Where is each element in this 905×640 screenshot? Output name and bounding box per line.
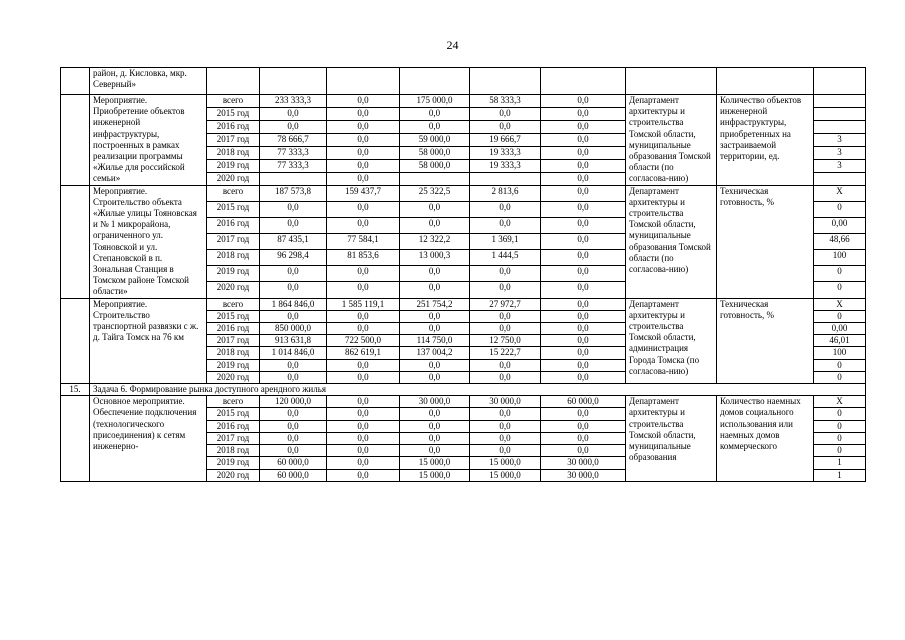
extra-cell: 0,0: [541, 359, 626, 371]
extra-cell: 0,0: [541, 146, 626, 159]
indicator-value-cell: X: [814, 298, 866, 310]
federal-cell: 159 437,7: [327, 185, 400, 201]
federal-cell: 0,0: [327, 159, 400, 172]
period-cell: 2017 год: [207, 335, 260, 347]
indicator-value-cell: 0: [814, 201, 866, 217]
local-cell: 0,0: [470, 266, 541, 282]
local-cell: 19 666,7: [470, 133, 541, 146]
extra-cell: 0,0: [541, 172, 626, 185]
total-cell: 187 573,8: [260, 185, 327, 201]
federal-cell: 0,0: [327, 469, 400, 481]
local-cell: 0,0: [470, 217, 541, 233]
regional-cell: 0,0: [400, 310, 470, 322]
local-cell: 0,0: [470, 432, 541, 444]
regional-cell: 251 754,2: [400, 298, 470, 310]
period-cell: 2019 год: [207, 159, 260, 172]
regional-cell: 0,0: [400, 201, 470, 217]
local-cell: 30 000,0: [470, 396, 541, 408]
local-cell: 1 369,1: [470, 234, 541, 250]
period-cell: 2020 год: [207, 469, 260, 481]
regional-cell: 0,0: [400, 445, 470, 457]
extra-cell: 0,0: [541, 120, 626, 133]
total-cell: 233 333,3: [260, 95, 327, 108]
federal-cell: 0,0: [327, 445, 400, 457]
regional-cell: 30 000,0: [400, 396, 470, 408]
extra-cell: 30 000,0: [541, 457, 626, 469]
local-cell: 2 813,6: [470, 185, 541, 201]
period-cell: 2015 год: [207, 310, 260, 322]
period-cell: 2019 год: [207, 359, 260, 371]
regional-cell: 0,0: [400, 408, 470, 420]
federal-cell: 0,0: [327, 310, 400, 322]
regional-cell: 12 322,2: [400, 234, 470, 250]
regional-cell: 25 322,5: [400, 185, 470, 201]
total-cell: 0,0: [260, 266, 327, 282]
total-cell: 0,0: [260, 217, 327, 233]
local-cell: 12 750,0: [470, 335, 541, 347]
regional-cell: 0,0: [400, 107, 470, 120]
activity-name-cell: Мероприятие. Строительство транспортной развязки с ж. д. Тайга Томск на 76 км: [90, 298, 207, 383]
extra-cell: 0,0: [541, 298, 626, 310]
indicator-value-cell: 100: [814, 250, 866, 266]
indicator-value-cell: 48,66: [814, 234, 866, 250]
total-cell: 0,0: [260, 432, 327, 444]
regional-cell: 0,0: [400, 323, 470, 335]
page-number: 24: [446, 38, 459, 52]
total-cell: 0,0: [260, 120, 327, 133]
extra-cell: 0,0: [541, 323, 626, 335]
indicator-value-cell: 0: [814, 310, 866, 322]
regional-cell: 15 000,0: [400, 469, 470, 481]
indicator-value-cell: 0: [814, 420, 866, 432]
indicator-value-cell: 1: [814, 457, 866, 469]
extra-cell: 0,0: [541, 217, 626, 233]
activity-name-cell: район, д. Кисловка, мкр. Северный»: [90, 68, 207, 95]
indicator-value-cell: 46,01: [814, 335, 866, 347]
federal-cell: 0,0: [327, 201, 400, 217]
total-cell: 1 864 846,0: [260, 298, 327, 310]
extra-cell: 0,0: [541, 335, 626, 347]
extra-cell: 0,0: [541, 159, 626, 172]
federal-cell: 81 853,6: [327, 250, 400, 266]
total-cell: 87 435,1: [260, 234, 327, 250]
period-cell: 2016 год: [207, 217, 260, 233]
period-cell: всего: [207, 95, 260, 108]
local-cell: 15 000,0: [470, 457, 541, 469]
local-cell: 1 444,5: [470, 250, 541, 266]
indicator-value-cell: 3: [814, 159, 866, 172]
total-cell: 0,0: [260, 371, 327, 383]
indicator-value-cell: X: [814, 396, 866, 408]
regional-cell: 114 750,0: [400, 335, 470, 347]
federal-cell: 0,0: [327, 133, 400, 146]
regional-cell: 58 000,0: [400, 159, 470, 172]
total-cell: 0,0: [260, 359, 327, 371]
executor-cell: Департамент архитектуры и строительства Томской области, муниципальные образования Томской области (по согласова-нию): [626, 95, 717, 186]
local-cell: 19 333,3: [470, 146, 541, 159]
extra-cell: 0,0: [541, 250, 626, 266]
indicator-cell: Техническая готовность, %: [717, 185, 814, 298]
total-cell: 0,0: [260, 201, 327, 217]
total-cell: 0,0: [260, 107, 327, 120]
indicator-value-cell: 0,00: [814, 323, 866, 335]
local-cell: 0,0: [470, 107, 541, 120]
extra-cell: 0,0: [541, 310, 626, 322]
indicator-cell: Количество объектов инженерной инфраструктуры, приобретенных на застраиваемой территории, ед.: [717, 95, 814, 186]
federal-cell: 0,0: [327, 95, 400, 108]
regional-cell: 0,0: [400, 120, 470, 133]
regional-cell: 0,0: [400, 432, 470, 444]
row-number-cell: [61, 68, 90, 95]
extra-cell: 0,0: [541, 347, 626, 359]
extra-cell: 0,0: [541, 266, 626, 282]
regional-cell: 13 000,3: [400, 250, 470, 266]
extra-cell: 0,0: [541, 445, 626, 457]
federal-cell: 0,0: [327, 371, 400, 383]
period-cell: 2019 год: [207, 457, 260, 469]
task-number: 15.: [61, 384, 90, 396]
indicator-cell: Техническая готовность, %: [717, 298, 814, 383]
local-cell: 0,0: [470, 408, 541, 420]
executor-cell: Департамент архитектуры и строительства Томской области, муниципальные образования Томской области (по согласова-нию): [626, 185, 717, 298]
period-cell: 2018 год: [207, 250, 260, 266]
indicator-value-cell: 100: [814, 347, 866, 359]
total-cell: 120 000,0: [260, 396, 327, 408]
federal-cell: 0,0: [327, 396, 400, 408]
indicator-value-cell: 0: [814, 445, 866, 457]
indicator-value-cell: [814, 107, 866, 120]
extra-cell: 0,0: [541, 185, 626, 201]
period-cell: 2016 год: [207, 323, 260, 335]
local-cell: 58 333,3: [470, 95, 541, 108]
row-number-cell: [61, 396, 90, 481]
indicator-value-cell: 0: [814, 408, 866, 420]
extra-cell: 0,0: [541, 201, 626, 217]
total-cell: 96 298,4: [260, 250, 327, 266]
extra-cell: 0,0: [541, 282, 626, 298]
extra-cell: 0,0: [541, 371, 626, 383]
extra-cell: 0,0: [541, 420, 626, 432]
table-row: [61, 68, 866, 95]
extra-cell: 0,0: [541, 234, 626, 250]
indicator-value-cell: X: [814, 185, 866, 201]
local-cell: [470, 172, 541, 185]
period-cell: 2015 год: [207, 107, 260, 120]
federal-cell: 0,0: [327, 408, 400, 420]
period-cell: 2017 год: [207, 432, 260, 444]
federal-cell: 722 500,0: [327, 335, 400, 347]
federal-cell: 0,0: [327, 266, 400, 282]
federal-cell: 0,0: [327, 457, 400, 469]
indicator-value-cell: [814, 172, 866, 185]
period-cell: 2019 год: [207, 266, 260, 282]
period-cell: 2016 год: [207, 420, 260, 432]
indicator-value-cell: 0: [814, 359, 866, 371]
extra-cell: 0,0: [541, 408, 626, 420]
activity-name-cell: Основное мероприятие. Обеспечение подключения (технологического присоединения) к сетям инженерно-: [90, 396, 207, 481]
total-cell: 0,0: [260, 420, 327, 432]
executor-cell: Департамент архитектуры и строительства Томской области, муниципальные образования: [626, 396, 717, 481]
regional-cell: 175 000,0: [400, 95, 470, 108]
regional-cell: 0,0: [400, 371, 470, 383]
period-cell: 2017 год: [207, 133, 260, 146]
indicator-value-cell: 0: [814, 282, 866, 298]
total-cell: 1 014 846,0: [260, 347, 327, 359]
regional-cell: 58 000,0: [400, 146, 470, 159]
period-cell: 2015 год: [207, 201, 260, 217]
local-cell: 19 333,3: [470, 159, 541, 172]
period-cell: 2016 год: [207, 120, 260, 133]
federal-cell: 0,0: [327, 323, 400, 335]
local-cell: 0,0: [470, 359, 541, 371]
task-row: [61, 384, 866, 396]
regional-cell: 59 000,0: [400, 133, 470, 146]
extra-cell: 30 000,0: [541, 469, 626, 481]
row-number-cell: [61, 95, 90, 186]
total-cell: 78 666,7: [260, 133, 327, 146]
activity-name-cell: Мероприятие. Строительство объекта «Жилые улицы Тояновская и № 1 микрорайона, ограниченного ул. Тояновской и ул. Степановской в п. Зональная Станция в Томском районе Томской области»: [90, 185, 207, 298]
federal-cell: 77 584,1: [327, 234, 400, 250]
federal-cell: 0,0: [327, 146, 400, 159]
extra-cell: 0,0: [541, 95, 626, 108]
federal-cell: 0,0: [327, 120, 400, 133]
extra-cell: 0,0: [541, 432, 626, 444]
row-number-cell: [61, 185, 90, 298]
regional-cell: 0,0: [400, 420, 470, 432]
federal-cell: 1 585 119,1: [327, 298, 400, 310]
total-cell: 0,0: [260, 310, 327, 322]
local-cell: 0,0: [470, 371, 541, 383]
period-cell: 2020 год: [207, 282, 260, 298]
period-cell: 2018 год: [207, 347, 260, 359]
period-cell: всего: [207, 396, 260, 408]
regional-cell: 15 000,0: [400, 457, 470, 469]
indicator-value-cell: 3: [814, 133, 866, 146]
indicator-cell: Количество наемных домов социального использования или наемных домов коммерческого: [717, 396, 814, 481]
local-cell: 0,0: [470, 420, 541, 432]
total-cell: 913 631,8: [260, 335, 327, 347]
total-cell: 77 333,3: [260, 159, 327, 172]
row-number-cell: [61, 298, 90, 383]
federal-cell: 0,0: [327, 282, 400, 298]
indicator-value-cell: 3: [814, 146, 866, 159]
executor-cell: Департамент архитектуры и строительства Томской области, администрация Города Томска (по согласова-нию): [626, 298, 717, 383]
period-cell: 2017 год: [207, 234, 260, 250]
program-table: [60, 67, 866, 482]
extra-cell: 0,0: [541, 133, 626, 146]
federal-cell: 0,0: [327, 172, 400, 185]
regional-cell: 0,0: [400, 359, 470, 371]
federal-cell: 0,0: [327, 107, 400, 120]
local-cell: 0,0: [470, 282, 541, 298]
extra-cell: 60 000,0: [541, 396, 626, 408]
period-cell: всего: [207, 298, 260, 310]
period-cell: 2018 год: [207, 146, 260, 159]
period-cell: всего: [207, 185, 260, 201]
indicator-value-cell: 1: [814, 469, 866, 481]
total-cell: 0,0: [260, 282, 327, 298]
local-cell: 15 222,7: [470, 347, 541, 359]
local-cell: 0,0: [470, 120, 541, 133]
period-cell: 2015 год: [207, 408, 260, 420]
total-cell: 0,0: [260, 408, 327, 420]
indicator-value-cell: [814, 95, 866, 108]
total-cell: 60 000,0: [260, 457, 327, 469]
indicator-value-cell: 0: [814, 266, 866, 282]
federal-cell: 0,0: [327, 359, 400, 371]
table-row: [61, 298, 866, 310]
federal-cell: 0,0: [327, 432, 400, 444]
activity-name-cell: Мероприятие. Приобретение объектов инженерной инфраструктуры, построенных в рамках реализации программы «Жилье для российской семьи»: [90, 95, 207, 186]
federal-cell: 0,0: [327, 217, 400, 233]
extra-cell: 0,0: [541, 107, 626, 120]
local-cell: 27 972,7: [470, 298, 541, 310]
total-cell: 77 333,3: [260, 146, 327, 159]
total-cell: 60 000,0: [260, 469, 327, 481]
total-cell: 0,0: [260, 445, 327, 457]
indicator-value-cell: 0,00: [814, 217, 866, 233]
indicator-value-cell: 0: [814, 432, 866, 444]
table-row: [61, 95, 866, 108]
indicator-value-cell: [814, 120, 866, 133]
table-row: [61, 185, 866, 201]
period-cell: 2020 год: [207, 172, 260, 185]
period-cell: 2020 год: [207, 371, 260, 383]
federal-cell: 0,0: [327, 420, 400, 432]
regional-cell: 0,0: [400, 217, 470, 233]
indicator-value-cell: 0: [814, 371, 866, 383]
period-cell: 2018 год: [207, 445, 260, 457]
task-title: Задача 6. Формирование рынка доступного арендного жилья: [90, 384, 866, 396]
table-body: [61, 68, 866, 482]
regional-cell: 0,0: [400, 282, 470, 298]
local-cell: 0,0: [470, 323, 541, 335]
federal-cell: 862 619,1: [327, 347, 400, 359]
total-cell: 850 000,0: [260, 323, 327, 335]
regional-cell: 0,0: [400, 266, 470, 282]
total-cell: [260, 172, 327, 185]
local-cell: 0,0: [470, 201, 541, 217]
local-cell: 0,0: [470, 310, 541, 322]
local-cell: 15 000,0: [470, 469, 541, 481]
local-cell: 0,0: [470, 445, 541, 457]
regional-cell: [400, 172, 470, 185]
table-row: [61, 396, 866, 408]
regional-cell: 137 004,2: [400, 347, 470, 359]
